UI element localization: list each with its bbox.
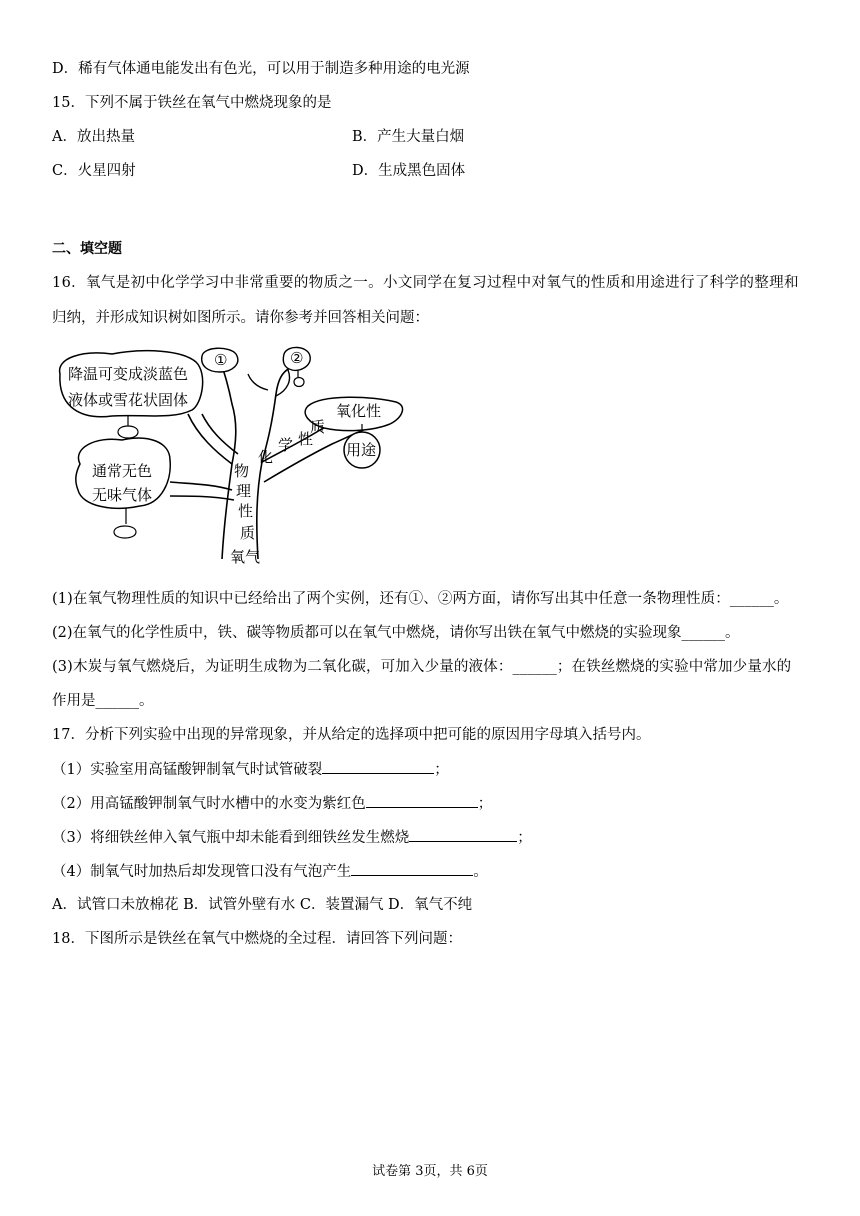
q17-item3-text: （3）将细铁丝伸入氧气瓶中却未能看到细铁丝发生燃烧 xyxy=(52,830,410,846)
option-d-line: D．稀有气体通电能发出有色光，可以用于制造多种用途的电光源 xyxy=(52,61,470,77)
question-17-item4 xyxy=(52,861,488,882)
usage-label: 用途 xyxy=(346,441,377,459)
q17-item2-text: （2）用高锰酸钾制氧气时水槽中的水变为紫红色 xyxy=(52,796,366,812)
q17-item1-end: ； xyxy=(434,762,449,778)
knowledge-tree-figure xyxy=(52,344,412,568)
chem-zhi: 质 xyxy=(310,418,326,436)
q15-option-c: C．火星四射 xyxy=(52,163,136,179)
q15-option-b: B．产生大量白烟 xyxy=(352,129,465,145)
circle-2-label: ② xyxy=(290,349,304,367)
q17-item2-end: ； xyxy=(477,796,493,812)
phys-xing: 性 xyxy=(238,502,254,520)
q17-item1-blank[interactable] xyxy=(322,759,434,774)
question-16-sub1: (1)在氧气物理性质的知识中已经给出了两个实例，还有①、②两方面，请你写出其中任意一条物理性质：______。 xyxy=(52,591,789,607)
q17-item4-blank[interactable] xyxy=(351,861,473,876)
section-title-fill-blank: 二、填空题 xyxy=(52,241,122,257)
circle-1-label: ① xyxy=(214,351,228,369)
question-15: 15．下列不属于铁丝在氧气中燃烧现象的是 xyxy=(52,95,332,111)
question-16-sub2: (2)在氧气的化学性质中，铁、碳等物质都可以在氧气中燃烧，请你写出铁在氧气中燃烧的实验现象______。 xyxy=(52,625,740,641)
q17-item3-blank[interactable] xyxy=(409,827,517,842)
chem-xue: 学 xyxy=(278,436,294,454)
chem-hua: 化 xyxy=(258,448,274,466)
q17-item4-end: 。 xyxy=(473,864,488,880)
knowledge-tree-svg xyxy=(52,344,412,568)
page-footer: 试卷第 3页，共 6页 xyxy=(372,1164,488,1179)
q17-item4-text: （4）制氧气时加热后却发现管口没有气泡产生 xyxy=(52,864,352,880)
question-16-line2: 归纳，并形成知识树如图所示。请你参考并回答相关问题： xyxy=(52,310,429,326)
question-17: 17．分析下列实验中出现的异常现象，并从给定的选择项中把可能的原因用字母填入括号内。 xyxy=(52,727,651,743)
q17-item1-text: （1）实验室用高锰酸钾制氧气时试管破裂 xyxy=(52,762,323,778)
question-16-line1: 16．氧气是初中化学学习中非常重要的物质之一。小文同学在复习过程中对氧气的性质和用途进行了科学的整理和 xyxy=(52,275,799,291)
phys-zhi: 质 xyxy=(240,524,256,542)
oxidizing-label: 氧化性 xyxy=(336,402,382,420)
bubble-bottom-left-line1: 通常无色 xyxy=(92,462,153,480)
question-17-item2 xyxy=(52,793,492,814)
question-17-options: A．试管口未放棉花 B．试管外壁有水 C．装置漏气 D．氧气不纯 xyxy=(52,897,473,913)
chem-xing: 性 xyxy=(298,430,314,448)
q15-option-a: A．放出热量 xyxy=(52,129,135,145)
question-16-sub3-line1: (3)木炭与氧气燃烧后，为证明生成物为二氧化碳，可加入少量的液体：______；在铁丝燃烧的实验中常加少量水的 xyxy=(52,659,792,675)
trunk-label: 氧气 xyxy=(230,548,261,566)
question-16-sub3-line2: 作用是______。 xyxy=(52,693,154,709)
q17-item3-end: ； xyxy=(517,830,532,846)
phys-li: 理 xyxy=(236,482,252,500)
bubble-bottom-left-line2: 无味气体 xyxy=(92,486,153,504)
bubble-top-left-line1: 降温可变成淡蓝色 xyxy=(68,365,189,383)
q15-option-d: D．生成黑色固体 xyxy=(352,163,466,179)
question-18: 18．下图所示是铁丝在氧气中燃烧的全过程．请回答下列问题： xyxy=(52,931,462,947)
q17-item2-blank[interactable] xyxy=(366,793,478,808)
bubble-top-left-line2: 液体或雪花状固体 xyxy=(68,391,189,409)
question-17-item1 xyxy=(52,759,449,780)
phys-wu: 物 xyxy=(234,462,250,480)
question-17-item3 xyxy=(52,827,532,848)
